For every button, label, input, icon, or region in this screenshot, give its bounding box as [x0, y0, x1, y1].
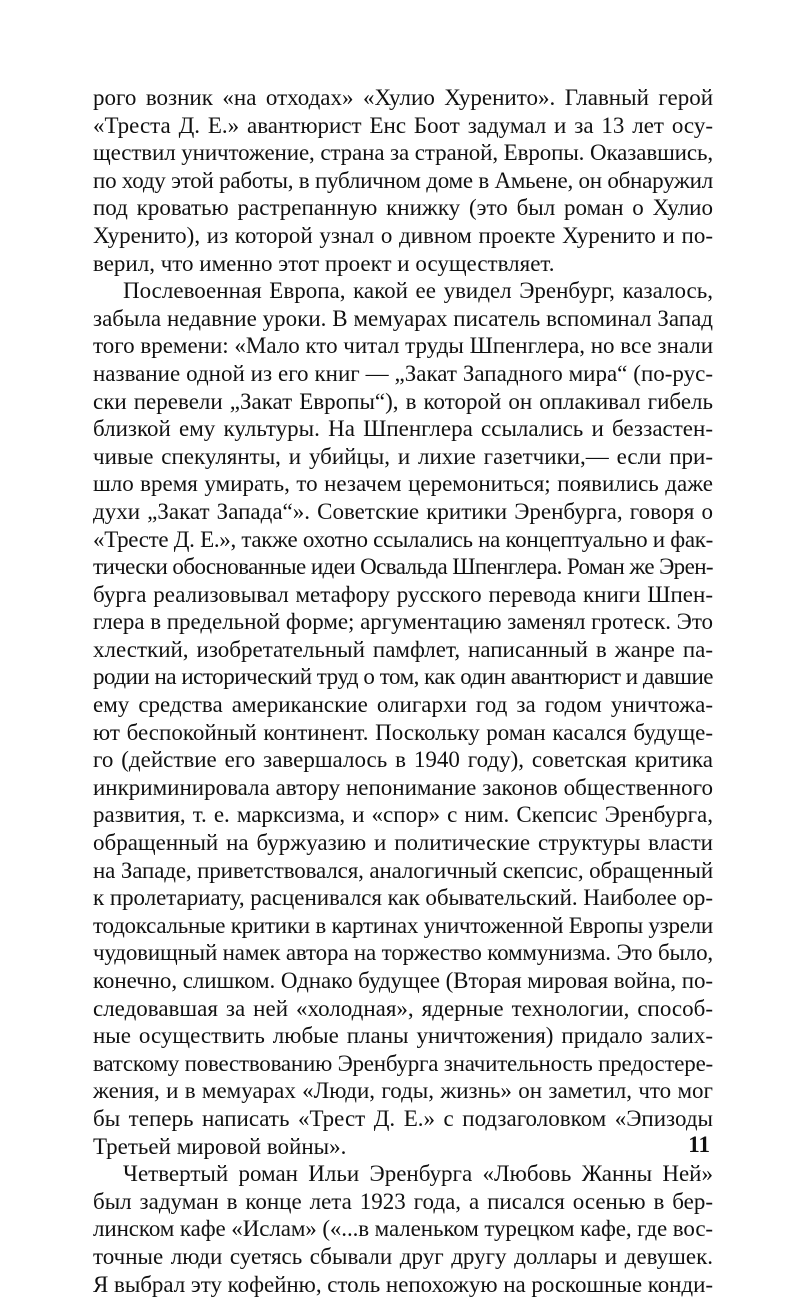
text-line: был задуман в конце лета 1923 года, а писался осенью в бер- — [93, 1188, 713, 1214]
text-line: «Тресте Д. Е.», также охотно ссылались на концептуально и фак- — [93, 526, 713, 552]
text-line: верил, что именно этот проект и осуществляет. — [93, 250, 555, 276]
text-line: точные люди суетясь сбывали друг другу доллары и девушек. — [93, 1243, 713, 1269]
text-line: по ходу этой работы, в публичном доме в Амьене, он обнаружил — [93, 167, 713, 193]
text-line: ществил уничтожение, страна за страной, Европы. Оказавшись, — [93, 140, 713, 166]
text-line: ски перевели „Закат Европы“), в которой он оплакивал гибель — [93, 388, 713, 414]
text-line: развития, т. е. марксизма, и «спор» с ним. Скепсис Эренбурга, — [93, 802, 713, 828]
text-line: рого возник «на отходах» «Хулио Хуренито». Главный герой — [93, 85, 713, 110]
body-text — [93, 84, 713, 1298]
text-line: родии на исторический труд о том, как один авантюрист и давшие — [93, 664, 714, 690]
text-line: линском кафе «Ислам» («...в маленьком турецком кафе, где вос- — [93, 1216, 713, 1242]
text-line: название одной из его книг — „Закат Западного мира“ (по-рус- — [93, 360, 713, 386]
text-line: ватскому повествованию Эренбурга значительность предостере- — [93, 1050, 713, 1076]
text-line: тически обоснованные идеи Освальда Шпенглера. Роман же Эрен- — [93, 554, 713, 580]
text-line: чудовищный намек автора на торжество коммунизма. Это было, — [93, 940, 713, 966]
text-line: того времени: «Мало кто читал труды Шпенглера, но все знали — [93, 333, 713, 359]
text-line: ют беспокойный континент. Поскольку роман касался будуще- — [93, 719, 713, 745]
text-line: «Треста Д. Е.» авантюрист Енс Боот задумал и за 13 лет осу- — [93, 112, 713, 138]
text-line: ные осуществить любые планы уничтожения) придало залих- — [93, 1023, 713, 1049]
text-line: бы теперь написать «Трест Д. Е.» с подзаголовком «Эпизоды — [93, 1105, 713, 1131]
text-line: обращенный на буржуазию и политические структуры власти — [93, 830, 713, 856]
text-line: Послевоенная Европа, какой ее увидел Эренбург, казалось, — [123, 278, 713, 304]
text-line: Я выбрал эту кофейню, столь непохожую на роскошные конди- — [93, 1271, 713, 1297]
text-line: под кроватью растрепанную книжку (это был роман о Хулио — [93, 195, 713, 221]
text-line: го (действие его завершалось в 1940 году), советская критика — [93, 747, 713, 773]
text-line: конечно, слишком. Однако будущее (Вторая мировая война, по- — [93, 968, 713, 993]
text-line: жения, и в мемуарах «Люди, годы, жизнь» он заметил, что мог — [93, 1078, 713, 1104]
text-line: на Западе, приветствовался, аналогичный скепсис, обращенный — [93, 857, 713, 883]
text-line: близкой ему культуры. На Шпенглера ссылались и беззастен- — [93, 416, 713, 442]
text-line: шло время умирать, то незачем церемониться; появились даже — [93, 471, 713, 497]
text-line: Хуренито), из которой узнал о дивном проекте Хуренито и по- — [93, 222, 713, 248]
text-line: Третьей мировой войны». — [93, 1133, 347, 1159]
text-line: следовавшая за ней «холодная», ядерные технологии, способ- — [93, 995, 713, 1021]
text-line: глера в предельной форме; аргументацию заменял гротеск. Это — [93, 609, 713, 635]
text-line: бурга реализовывал метафору русского перевода книги Шпен- — [93, 581, 713, 607]
text-line: инкриминировала автору непонимание законов общественного — [93, 774, 713, 800]
text-line: хлесткий, изобретательный памфлет, написанный в жанре па- — [93, 636, 713, 662]
text-line: тодоксальные критики в картинах уничтоженной Европы узрели — [93, 912, 713, 938]
text-line: забыла недавние уроки. В мемуарах писатель вспоминал Запад — [93, 305, 713, 331]
text-line: Четвертый роман Ильи Эренбурга «Любовь Жанны Ней» — [123, 1161, 713, 1187]
text-line: духи „Закат Запада“». Советские критики Эренбурга, говоря о — [93, 498, 713, 524]
text-line: к пролетариату, расценивался как обывательский. Наиболее ор- — [93, 885, 713, 911]
page-number: 11 — [688, 1132, 710, 1157]
text-line: чивые спекулянты, и убийцы, и лихие газетчики,— если при- — [93, 443, 713, 469]
text-line: ему средства американские олигархи год за годом уничтожа- — [93, 692, 713, 718]
